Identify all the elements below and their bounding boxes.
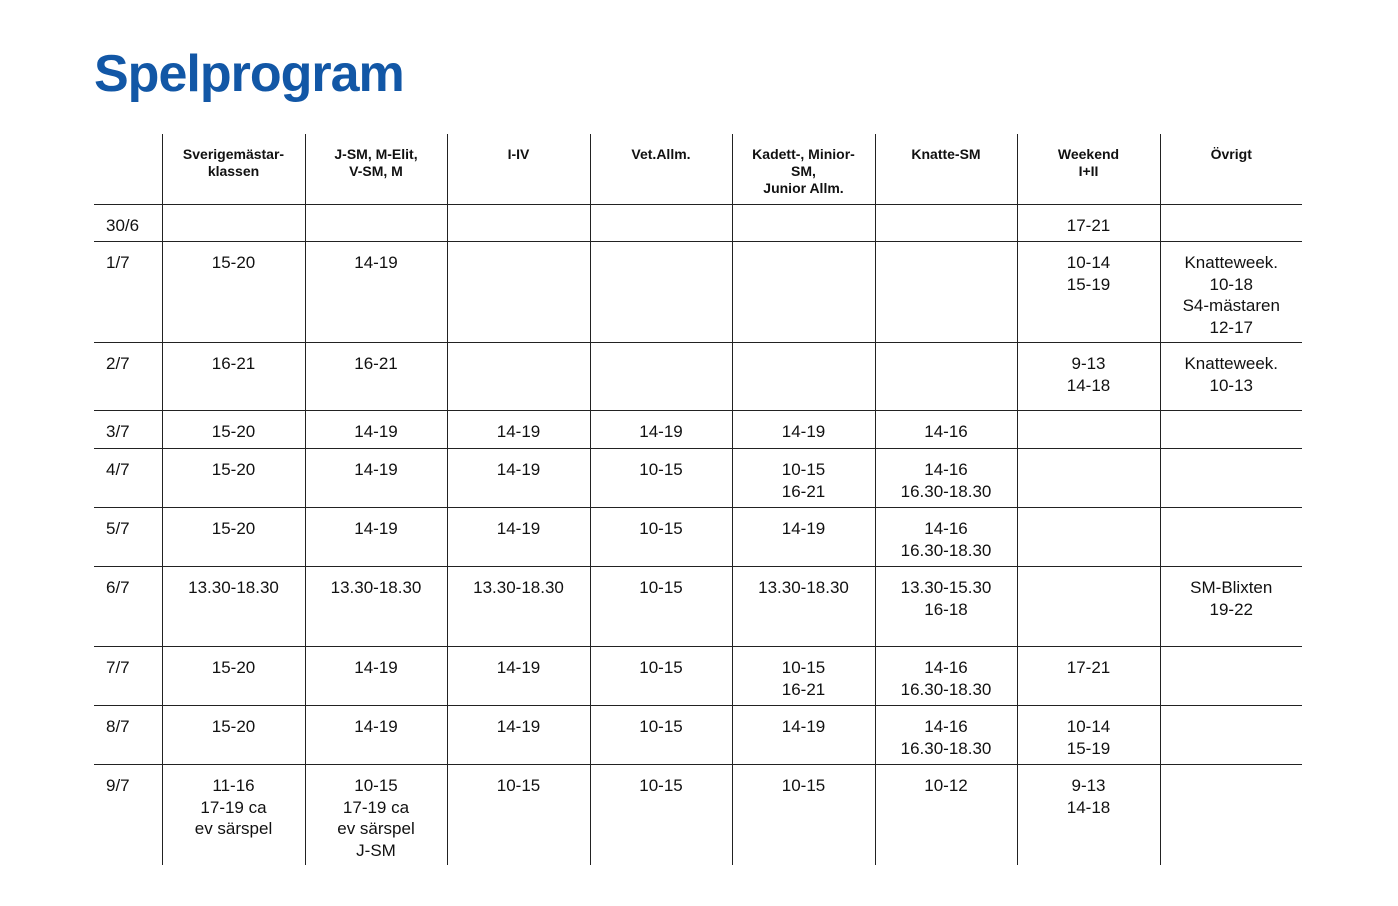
time-cell-line: 10-15 bbox=[639, 460, 683, 479]
time-cell-line: 10-15 bbox=[639, 519, 683, 538]
table-row bbox=[94, 706, 1302, 765]
column-header-line: SM, bbox=[791, 163, 816, 179]
column-header bbox=[875, 134, 1017, 205]
time-cell bbox=[590, 242, 732, 343]
time-cell bbox=[1017, 508, 1160, 567]
date-cell: 1/7 bbox=[94, 242, 162, 343]
time-cell bbox=[875, 647, 1017, 706]
time-cell-line: 14-19 bbox=[496, 422, 541, 441]
time-cell-line: 14-19 bbox=[354, 519, 398, 538]
time-cell bbox=[1160, 567, 1302, 647]
page-title: Spelprogram bbox=[94, 45, 404, 103]
time-cell-line: 13.30-18.30 bbox=[473, 578, 564, 597]
time-cell-line: 14-19 bbox=[354, 253, 398, 272]
time-cell bbox=[1160, 508, 1302, 567]
time-cell bbox=[447, 765, 590, 865]
time-cell-line: 10-14 bbox=[1066, 717, 1111, 736]
column-header-line: J-SM, M-Elit, bbox=[334, 146, 418, 162]
time-cell bbox=[590, 205, 732, 242]
time-cell-line: 14-16 bbox=[924, 717, 968, 736]
time-cell-line: 14-19 bbox=[639, 422, 683, 441]
time-cell bbox=[590, 508, 732, 567]
time-cell-line: ev särspel bbox=[337, 819, 415, 838]
time-cell-line: 14-16 bbox=[924, 460, 968, 479]
time-cell bbox=[590, 449, 732, 508]
table-row bbox=[94, 205, 1302, 242]
time-cell bbox=[447, 449, 590, 508]
date-cell: 3/7 bbox=[94, 411, 162, 449]
time-cell bbox=[1017, 647, 1160, 706]
time-cell bbox=[1160, 411, 1302, 449]
time-cell-line: 10-15 bbox=[496, 776, 541, 795]
time-cell bbox=[447, 343, 590, 411]
column-header bbox=[447, 134, 590, 205]
column-header-line: Knatte-SM bbox=[911, 146, 981, 162]
time-cell-line: 15-19 bbox=[1066, 274, 1111, 294]
column-header-line: Weekend bbox=[1057, 146, 1120, 162]
time-cell-line: 14-19 bbox=[496, 460, 541, 479]
time-cell bbox=[732, 242, 875, 343]
time-cell bbox=[875, 449, 1017, 508]
time-cell bbox=[732, 508, 875, 567]
time-cell bbox=[875, 567, 1017, 647]
time-cell bbox=[1160, 647, 1302, 706]
time-cell bbox=[162, 242, 305, 343]
time-cell-line: 10-15 bbox=[639, 658, 683, 677]
time-cell-line: 10-15 bbox=[354, 776, 398, 795]
time-cell bbox=[590, 765, 732, 865]
time-cell bbox=[732, 647, 875, 706]
date-cell: 2/7 bbox=[94, 343, 162, 411]
time-cell-line: 15-20 bbox=[211, 717, 256, 736]
time-cell bbox=[162, 449, 305, 508]
time-cell-line: 14-19 bbox=[496, 717, 541, 736]
time-cell bbox=[162, 567, 305, 647]
time-cell-line: 14-19 bbox=[496, 519, 541, 538]
time-cell-line: 14-19 bbox=[354, 658, 398, 677]
time-cell-line: Knatteweek. bbox=[1184, 354, 1279, 373]
time-cell-line: 14-19 bbox=[781, 422, 826, 441]
time-cell bbox=[1160, 343, 1302, 411]
time-cell-line: 10-18 bbox=[1209, 274, 1253, 294]
time-cell bbox=[732, 411, 875, 449]
time-cell-line: S4-mästaren bbox=[1182, 296, 1280, 315]
time-cell-line: 14-16 bbox=[924, 519, 968, 538]
time-cell-line: 16.30-18.30 bbox=[900, 481, 992, 501]
time-cell bbox=[447, 508, 590, 567]
time-cell-line: 13.30-18.30 bbox=[188, 578, 279, 597]
time-cell-line: 13.30-15.30 bbox=[900, 578, 992, 597]
time-cell-line: 15-20 bbox=[211, 519, 256, 538]
column-header bbox=[1160, 134, 1302, 205]
table-row bbox=[94, 647, 1302, 706]
time-cell bbox=[732, 765, 875, 865]
table-row bbox=[94, 567, 1302, 647]
time-cell-line: 10-15 bbox=[639, 717, 683, 736]
time-cell-line: 14-18 bbox=[1066, 797, 1111, 817]
time-cell-line: 10-12 bbox=[924, 776, 968, 795]
time-cell-line: 10-15 bbox=[639, 578, 683, 597]
column-header-line: Kadett-, Minior- bbox=[752, 146, 855, 162]
time-cell bbox=[447, 647, 590, 706]
schedule-table bbox=[94, 134, 1302, 865]
time-cell bbox=[447, 411, 590, 449]
time-cell-line: 14-19 bbox=[354, 422, 398, 441]
time-cell-line: 10-15 bbox=[781, 658, 826, 677]
time-cell-line: 9-13 bbox=[1071, 776, 1106, 795]
time-cell bbox=[590, 647, 732, 706]
time-cell bbox=[732, 567, 875, 647]
time-cell bbox=[1017, 242, 1160, 343]
column-header-line: I+II bbox=[1078, 163, 1099, 179]
time-cell bbox=[305, 205, 447, 242]
column-header-line: Sverigemästar- bbox=[182, 146, 285, 162]
time-cell-line: 14-16 bbox=[924, 422, 968, 441]
time-cell-line: 10-14 bbox=[1066, 253, 1111, 272]
time-cell bbox=[305, 242, 447, 343]
column-header-line: klassen bbox=[207, 163, 260, 179]
time-cell-line: 17-19 ca bbox=[342, 797, 410, 817]
time-cell-line: J-SM bbox=[356, 840, 396, 860]
time-cell bbox=[447, 567, 590, 647]
table-row bbox=[94, 242, 1302, 343]
time-cell bbox=[875, 508, 1017, 567]
time-cell bbox=[875, 765, 1017, 865]
time-cell-line: 13.30-18.30 bbox=[330, 578, 422, 597]
time-cell-line: 10-15 bbox=[781, 460, 826, 479]
time-cell-line: 16-21 bbox=[211, 354, 256, 373]
time-cell bbox=[162, 765, 305, 865]
time-cell-line: 12-17 bbox=[1209, 317, 1253, 337]
time-cell bbox=[1017, 411, 1160, 449]
time-cell bbox=[162, 411, 305, 449]
time-cell-line: 15-20 bbox=[211, 253, 256, 272]
date-cell: 6/7 bbox=[94, 567, 162, 647]
time-cell bbox=[590, 411, 732, 449]
time-cell bbox=[875, 343, 1017, 411]
time-cell bbox=[1017, 706, 1160, 765]
date-cell: 4/7 bbox=[94, 449, 162, 508]
time-cell-line: 15-20 bbox=[211, 460, 256, 479]
time-cell bbox=[305, 765, 447, 865]
time-cell-line: 14-19 bbox=[496, 658, 541, 677]
time-cell bbox=[305, 567, 447, 647]
time-cell-line: 16-21 bbox=[781, 679, 826, 699]
time-cell-line: 16.30-18.30 bbox=[900, 540, 992, 560]
column-header-line: I-IV bbox=[507, 146, 530, 162]
time-cell bbox=[1017, 205, 1160, 242]
time-cell-line: 16.30-18.30 bbox=[900, 738, 992, 758]
time-cell bbox=[1017, 343, 1160, 411]
time-cell bbox=[1160, 205, 1302, 242]
time-cell-line: 17-19 ca bbox=[200, 797, 267, 817]
time-cell-line: 11-16 bbox=[212, 776, 255, 795]
time-cell bbox=[732, 449, 875, 508]
time-cell-line: 14-16 bbox=[924, 658, 968, 677]
time-cell bbox=[162, 508, 305, 567]
time-cell-line: 17-21 bbox=[1066, 658, 1111, 677]
time-cell-line: 16.30-18.30 bbox=[900, 679, 992, 699]
time-cell-line: 19-22 bbox=[1209, 599, 1253, 619]
time-cell bbox=[1160, 449, 1302, 508]
date-cell: 5/7 bbox=[94, 508, 162, 567]
time-cell-line: SM-Blixten bbox=[1190, 578, 1273, 597]
time-cell bbox=[590, 706, 732, 765]
time-cell bbox=[875, 411, 1017, 449]
time-cell bbox=[305, 706, 447, 765]
column-header bbox=[590, 134, 732, 205]
time-cell bbox=[732, 205, 875, 242]
time-cell bbox=[162, 706, 305, 765]
column-header-line: Övrigt bbox=[1210, 146, 1252, 162]
time-cell-line: 14-19 bbox=[354, 460, 398, 479]
column-header bbox=[162, 134, 305, 205]
time-cell bbox=[447, 706, 590, 765]
time-cell bbox=[1160, 765, 1302, 865]
column-header-line: Vet.Allm. bbox=[631, 146, 691, 162]
time-cell-line: 10-13 bbox=[1209, 375, 1253, 395]
column-header-line: Junior Allm. bbox=[763, 180, 844, 196]
time-cell bbox=[1017, 567, 1160, 647]
table-row bbox=[94, 411, 1302, 449]
time-cell bbox=[162, 647, 305, 706]
date-cell: 9/7 bbox=[106, 776, 130, 795]
time-cell-line: 13.30-18.30 bbox=[758, 578, 849, 597]
time-cell bbox=[875, 706, 1017, 765]
column-header-date bbox=[94, 134, 162, 205]
time-cell-line: 15-20 bbox=[211, 422, 256, 441]
time-cell bbox=[162, 343, 305, 411]
time-cell bbox=[305, 449, 447, 508]
table-row bbox=[94, 343, 1302, 411]
table-row bbox=[94, 449, 1302, 508]
time-cell bbox=[447, 242, 590, 343]
time-cell bbox=[732, 343, 875, 411]
time-cell bbox=[590, 567, 732, 647]
time-cell bbox=[305, 411, 447, 449]
time-cell-line: 14-18 bbox=[1066, 375, 1111, 395]
time-cell bbox=[305, 343, 447, 411]
time-cell bbox=[732, 706, 875, 765]
time-cell bbox=[1017, 449, 1160, 508]
time-cell bbox=[305, 647, 447, 706]
time-cell bbox=[590, 343, 732, 411]
time-cell bbox=[1017, 765, 1160, 865]
time-cell-line: 15-19 bbox=[1066, 738, 1111, 758]
date-cell: 30/6 bbox=[94, 205, 162, 242]
time-cell-line: 14-19 bbox=[781, 519, 826, 538]
table-row bbox=[94, 508, 1302, 567]
time-cell-line: Knatteweek. bbox=[1184, 253, 1279, 272]
column-header bbox=[732, 134, 875, 205]
time-cell bbox=[875, 242, 1017, 343]
date-cell: 8/7 bbox=[94, 706, 162, 765]
column-header bbox=[1017, 134, 1160, 205]
time-cell-line: 15-20 bbox=[211, 658, 256, 677]
date-cell: 7/7 bbox=[94, 647, 162, 706]
time-cell bbox=[305, 508, 447, 567]
time-cell-line: 10-15 bbox=[781, 776, 826, 795]
table-row bbox=[94, 765, 1302, 865]
time-cell-line: 17-21 bbox=[1066, 216, 1111, 235]
time-cell-line: ev särspel bbox=[194, 819, 273, 838]
column-header bbox=[305, 134, 447, 205]
time-cell-line: 14-19 bbox=[781, 717, 826, 736]
time-cell-line: 14-19 bbox=[354, 717, 398, 736]
time-cell bbox=[162, 205, 305, 242]
time-cell-line: 16-21 bbox=[781, 481, 826, 501]
time-cell-line: 10-15 bbox=[639, 776, 683, 795]
time-cell-line: 16-18 bbox=[924, 599, 968, 619]
column-header-line: V-SM, M bbox=[349, 163, 403, 179]
time-cell bbox=[875, 205, 1017, 242]
time-cell bbox=[1160, 706, 1302, 765]
header-row bbox=[94, 134, 1302, 205]
time-cell bbox=[1160, 242, 1302, 343]
time-cell-line: 16-21 bbox=[354, 354, 398, 373]
time-cell bbox=[447, 205, 590, 242]
time-cell-line: 9-13 bbox=[1071, 354, 1106, 373]
